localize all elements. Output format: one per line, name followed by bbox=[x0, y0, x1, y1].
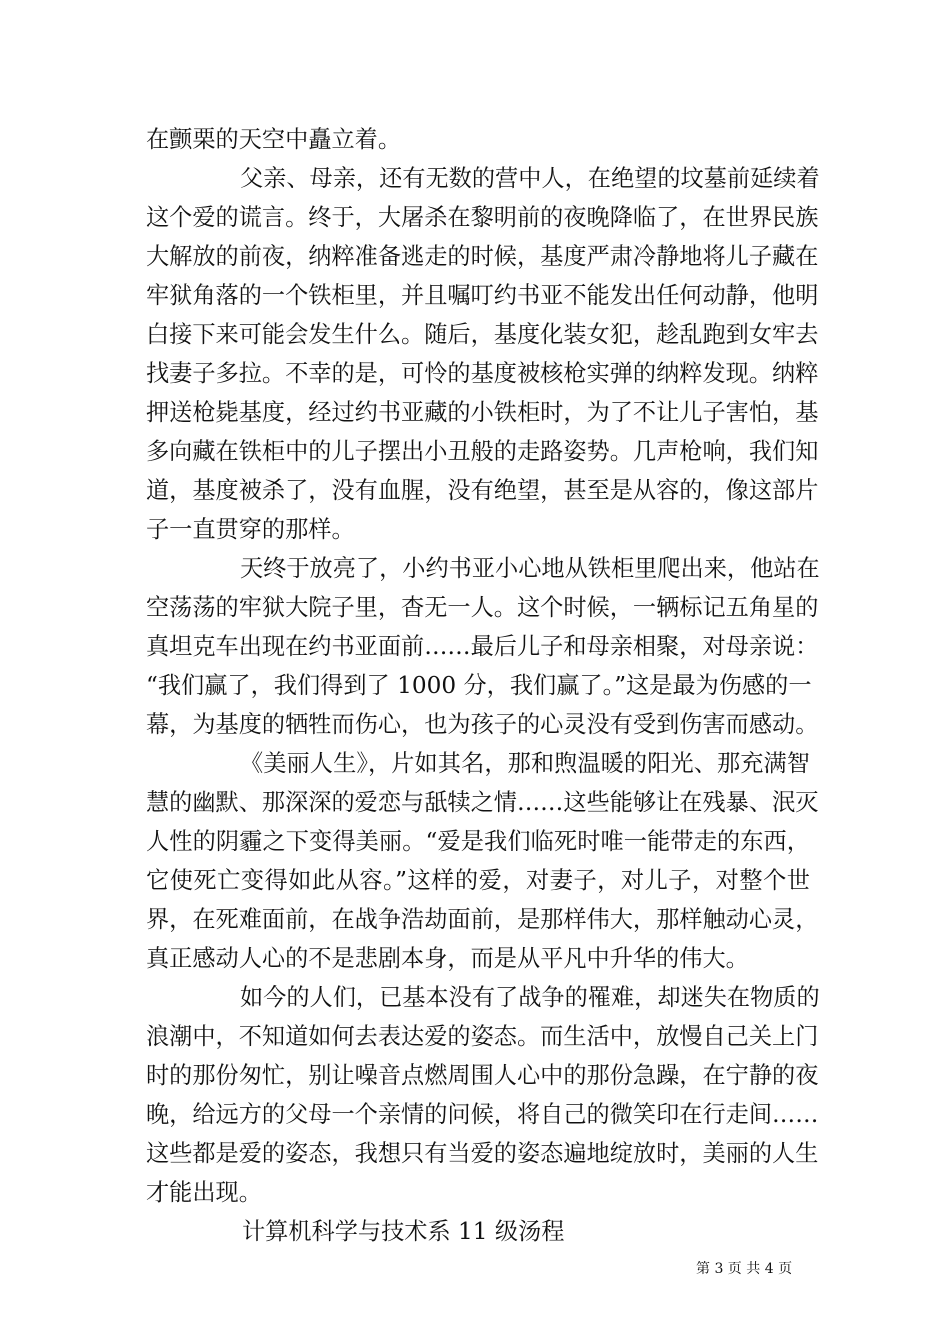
text-line: 多向藏在铁柜中的儿子摆出小丑般的走路姿势。几声枪响，我们知 bbox=[146, 438, 819, 465]
text-line: 晚，给远方的父母一个亲情的问候，将自己的微笑印在行走间…… bbox=[146, 1101, 819, 1128]
paragraph-first-line: 《美丽人生》，片如其名，那和煦温暖的阳光、那充满智 bbox=[240, 750, 810, 777]
text-line: 时的那份匆忙，别让噪音点燃周围人心中的那份急躁，在宁静的夜 bbox=[146, 1062, 819, 1089]
text-line: 幕，为基度的牺牲而伤心，也为孩子的心灵没有受到伤害而感动。 bbox=[146, 711, 819, 738]
text-line: 在颤栗的天空中矗立着。 bbox=[146, 126, 402, 153]
text-line: 真正感动人心的不是悲剧本身，而是从平凡中升华的伟大。 bbox=[146, 945, 749, 972]
text-line: 押送枪毙基度，经过约书亚藏的小铁柜时，为了不让儿子害怕，基 bbox=[146, 399, 819, 426]
text-line: 界，在死难面前，在战争浩劫面前，是那样伟大，那样触动心灵， bbox=[146, 906, 819, 933]
text-line: 大解放的前夜，纳粹准备逃走的时候，基度严肃冷静地将儿子藏在 bbox=[146, 243, 819, 270]
text-line: 牢狱角落的一个铁柜里，并且嘱叮约书亚不能发出任何动静，他明 bbox=[146, 282, 819, 309]
paragraph-first-line: 父亲、母亲，还有无数的营中人，在绝望的坟墓前延续着 bbox=[240, 165, 820, 192]
author-signature: 计算机科学与技术系 11 级汤程 bbox=[242, 1218, 565, 1245]
text-line: 慧的幽默、那深深的爱恋与舐犊之情……这些能够让在残暴、泯灭 bbox=[146, 789, 819, 816]
paragraph-first-line: 如今的人们，已基本没有了战争的罹难，却迷失在物质的 bbox=[240, 984, 820, 1011]
page-number: 第 3 页 共 4 页 bbox=[696, 1261, 793, 1277]
text-line: 这些都是爱的姿态，我想只有当爱的姿态遍地绽放时，美丽的人生 bbox=[146, 1140, 819, 1167]
text-line: 这个爱的谎言。终于，大屠杀在黎明前的夜晚降临了，在世界民族 bbox=[146, 204, 819, 231]
text-line: 道，基度被杀了，没有血腥，没有绝望，甚至是从容的，像这部片 bbox=[146, 477, 819, 504]
text-line: 子一直贯穿的那样。 bbox=[146, 516, 355, 543]
text-line: 白接下来可能会发生什么。随后，基度化装女犯，趁乱跑到女牢去 bbox=[146, 321, 819, 348]
text-line: 真坦克车出现在约书亚面前……最后儿子和母亲相聚，对母亲说： bbox=[146, 633, 819, 660]
text-line: 空荡荡的牢狱大院子里，杳无一人。这个时候，一辆标记五角星的 bbox=[146, 594, 819, 621]
text-line: “我们赢了，我们得到了 1000 分，我们赢了。”这是最为伤感的一 bbox=[146, 672, 812, 699]
text-line: 它使死亡变得如此从容。”这样的爱，对妻子，对儿子，对整个世 bbox=[146, 867, 810, 894]
text-line: 人性的阴霾之下变得美丽。“爱是我们临死时唯一能带走的东西， bbox=[146, 828, 810, 855]
text-line: 才能出现。 bbox=[146, 1179, 262, 1206]
paragraph-first-line: 天终于放亮了，小约书亚小心地从铁柜里爬出来，他站在 bbox=[240, 555, 820, 582]
text-line: 浪潮中，不知道如何去表达爱的姿态。而生活中，放慢自己关上门 bbox=[146, 1023, 819, 1050]
text-line: 找妻子多拉。不幸的是，可怜的基度被核枪实弹的纳粹发现。纳粹 bbox=[146, 360, 819, 387]
